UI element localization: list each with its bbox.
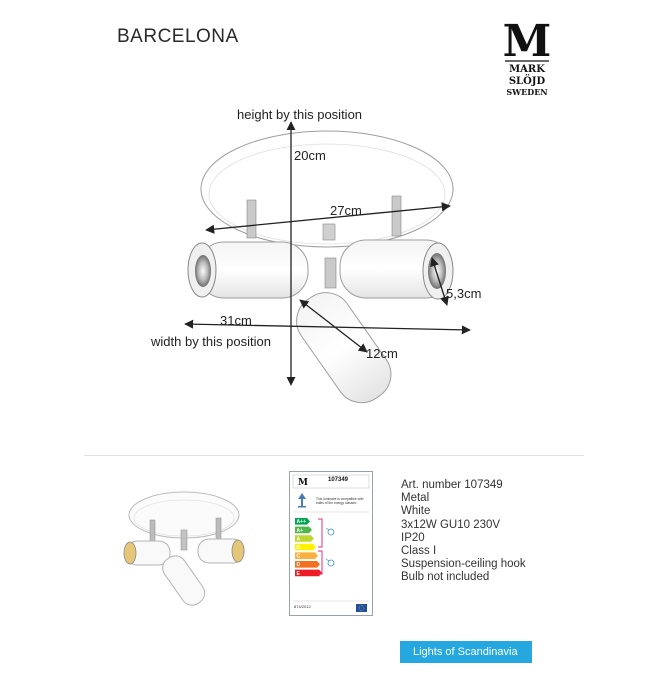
spec-mounting: Suspension-ceiling hook: [401, 558, 526, 571]
head-diameter-label: 5,3cm: [446, 286, 482, 301]
spec-material: Metal: [401, 492, 430, 505]
energy-class-label: B: [296, 545, 301, 551]
label-art-number: 107349: [328, 477, 349, 483]
product-photo: [118, 485, 268, 615]
energy-class-label: A+: [296, 527, 304, 534]
total-width-label: 31cm: [220, 313, 252, 328]
height-label: 20cm: [294, 148, 326, 163]
label-regulation: 874/2012: [294, 604, 311, 609]
spec-ip-rating: IP20: [401, 531, 425, 544]
logo-letter: M: [502, 16, 552, 67]
label-logo-letter: M: [298, 478, 308, 488]
energy-label: [289, 471, 373, 616]
spec-list: [401, 479, 526, 585]
energy-class-label: A++: [296, 519, 306, 526]
energy-class-label: E: [296, 570, 300, 577]
logo-line-2: SLÖJD: [508, 76, 546, 87]
energy-label-graphics: [290, 472, 372, 615]
footer-text: Lights of Scandinavia: [413, 646, 518, 658]
energy-class-label: C: [296, 553, 301, 560]
spec-art-number: Art. number 107349: [401, 479, 503, 491]
width-note-label: width by this position: [151, 334, 271, 349]
product-title: BARCELONA: [117, 26, 239, 47]
spec-bulb: Bulb not included: [401, 571, 490, 584]
head-length-label: 12cm: [366, 346, 398, 361]
spec-color: White: [401, 505, 431, 518]
label-compat-text: This luminaire is compatible with bulbs of the energy classes:: [316, 497, 364, 505]
lamp-drawing: [188, 131, 453, 413]
spec-power: 3x12W GU10 230V: [401, 518, 501, 531]
section-divider: [84, 455, 584, 456]
spec-class: Class I: [401, 545, 437, 558]
footer-banner: [400, 641, 532, 663]
height-note-label: height by this position: [237, 107, 363, 122]
logo-line-1: MARK: [509, 64, 545, 75]
energy-class-label: D: [296, 562, 301, 569]
base-width-label: 27cm: [330, 203, 362, 218]
energy-class-label: A: [296, 536, 301, 543]
logo-line-3: SWEDEN: [506, 87, 548, 97]
